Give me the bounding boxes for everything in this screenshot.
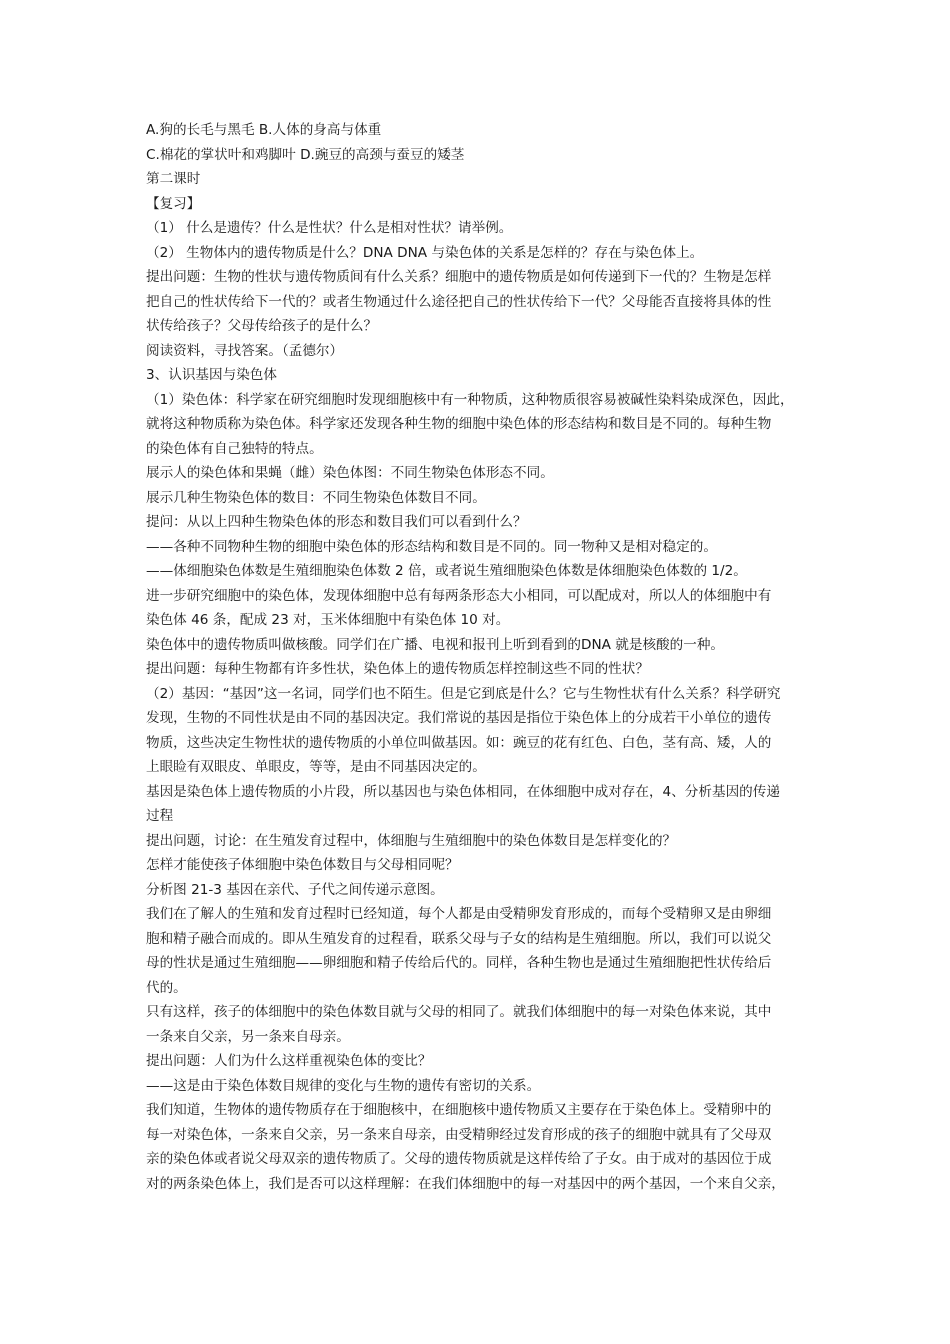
text-line: （1） 什么是遗传？什么是性状？什么是相对性状？请举例。 — [146, 220, 513, 236]
text-line: C.棉花的掌状叶和鸡脚叶 D.豌豆的高颈与蚕豆的矮茎 — [146, 146, 465, 163]
text-line: 进一步研究细胞中的染色体，发现体细胞中总有每两条形态大小相同，可以配成对，所以人的体细胞中有 — [146, 587, 772, 604]
text-line: 亲的染色体或者说父母双亲的遗传物质了。父母的遗传物质就是这样传给了子女。由于成对的基因位于成 — [146, 1151, 772, 1167]
text-line: 每一对染色体，一条来自父亲，另一条来自母亲，由受精卵经过发育形成的孩子的细胞中就具有了父母双 — [146, 1126, 772, 1143]
section-heading: 第二课时 — [146, 171, 201, 187]
text-line: 母的性状是通过生殖细胞——卵细胞和精子传给后代的。同样，各种生物也是通过生殖细胞把性状传给后 — [146, 955, 772, 971]
text-line: 展示几种生物染色体的数目：不同生物染色体数目不同。 — [146, 489, 486, 506]
text-line: ——体细胞染色体数是生殖细胞染色体数 2 倍，或者说生殖细胞染色体数是体细胞染色体数的 1/2。 — [146, 563, 747, 579]
text-line: ——这是由于染色体数目规律的变化与生物的遗传有密切的关系。 — [146, 1077, 541, 1094]
text-line: 提出问题：生物的性状与遗传物质间有什么关系？细胞中的遗传物质是如何传递到下一代的？生物是怎样 — [146, 269, 772, 285]
text-line: 上眼睑有双眼皮、单眼皮，等等，是由不同基因决定的。 — [146, 759, 486, 775]
text-line: 提出问题：每种生物都有许多性状，染色体上的遗传物质怎样控制这些不同的性状？ — [146, 661, 649, 677]
text-line: A.狗的长毛与黑毛 B.人体的身高与体重 — [146, 122, 382, 138]
text-line: 物质，这些决定生物性状的遗传物质的小单位叫做基因。如：豌豆的花有红色、白色，茎有高、矮，人的 — [146, 734, 772, 751]
text-line: 基因是染色体上遗传物质的小片段，所以基因也与染色体相同，在体细胞中成对存在，4、分析基因的传递 — [146, 783, 780, 800]
text-line: 的染色体有自己独特的特点。 — [146, 440, 323, 457]
text-line: 代的。 — [146, 979, 187, 996]
section-heading: 【复习】 — [146, 195, 201, 212]
text-line: 胞和精子融合而成的。即从生殖发育的过程看，联系父母与子女的结构是生殖细胞。所以，我们可以说父 — [146, 930, 772, 947]
text-line: 把自己的性状传给下一代的？或者生物通过什么途径把自己的性状传给下一代？父母能否直接将具体的性 — [146, 293, 772, 310]
text-line: 阅读资料，寻找答案。（孟德尔） — [146, 342, 344, 359]
section-heading: 3、认识基因与染色体 — [146, 367, 277, 383]
text-line: 展示人的染色体和果蝇（雌）染色体图：不同生物染色体形态不同。 — [146, 465, 554, 481]
text-line: 提问：从以上四种生物染色体的形态和数目我们可以看到什么？ — [146, 514, 527, 530]
text-line: 一条来自父亲，另一条来自母亲。 — [146, 1028, 350, 1045]
text-line: （2）基因：“基因”这一名词，同学们也不陌生。但是它到底是什么？它与生物性状有什么关系？科学研究 — [146, 685, 781, 702]
text-line: 就将这种物质称为染色体。科学家还发现各种生物的细胞中染色体的形态结构和数目是不同的。每种生物 — [146, 416, 772, 432]
text-line: ——各种不同物种生物的细胞中染色体的形态结构和数目是不同的。同一物种又是相对稳定的。 — [146, 538, 717, 555]
text-line: 我们在了解人的生殖和发育过程时已经知道，每个人都是由受精卵发育形成的，而每个受精卵又是由卵细 — [146, 906, 772, 922]
text-line: 染色体 46 条，配成 23 对，玉米体细胞中有染色体 10 对。 — [146, 612, 510, 628]
text-line: 对的两条染色体上，我们是否可以这样理解：在我们体细胞中的每一对基因中的两个基因，一个来自父亲， — [146, 1175, 785, 1192]
text-line: 怎样才能使孩子体细胞中染色体数目与父母相同呢？ — [146, 857, 459, 873]
text-line: 状传给孩子？父母传给孩子的是什么？ — [146, 318, 378, 334]
text-line: 染色体中的遗传物质叫做核酸。同学们在广播、电视和报刊上听到看到的DNA 就是核酸的一种。 — [146, 636, 725, 653]
text-line: （1）染色体：科学家在研究细胞时发现细胞核中有一种物质，这种物质很容易被碱性染料染成深色，因此， — [146, 391, 794, 408]
text-line: 分析图 21-3 基因在亲代、子代之间传递示意图。 — [146, 881, 444, 898]
text-line: 过程 — [146, 808, 174, 824]
document-body — [146, 118, 810, 1196]
text-line: 我们知道，生物体的遗传物质存在于细胞核中，在细胞核中遗传物质又主要存在于染色体上。受精卵中的 — [146, 1102, 772, 1118]
text-line: 提出问题，讨论：在生殖发育过程中，体细胞与生殖细胞中的染色体数目是怎样变化的？ — [146, 832, 677, 849]
text-line: 发现，生物的不同性状是由不同的基因决定。我们常说的基因是指位于染色体上的分成若干小单位的遗传 — [146, 710, 772, 726]
text-line: 只有这样，孩子的体细胞中的染色体数目就与父母的相同了。就我们体细胞中的每一对染色体来说，其中 — [146, 1004, 772, 1020]
text-line: （2） 生物体内的遗传物质是什么？DNA DNA 与染色体的关系是怎样的？存在与染色体上。 — [146, 244, 704, 261]
text-line: 提出问题：人们为什么这样重视染色体的变比？ — [146, 1053, 432, 1069]
